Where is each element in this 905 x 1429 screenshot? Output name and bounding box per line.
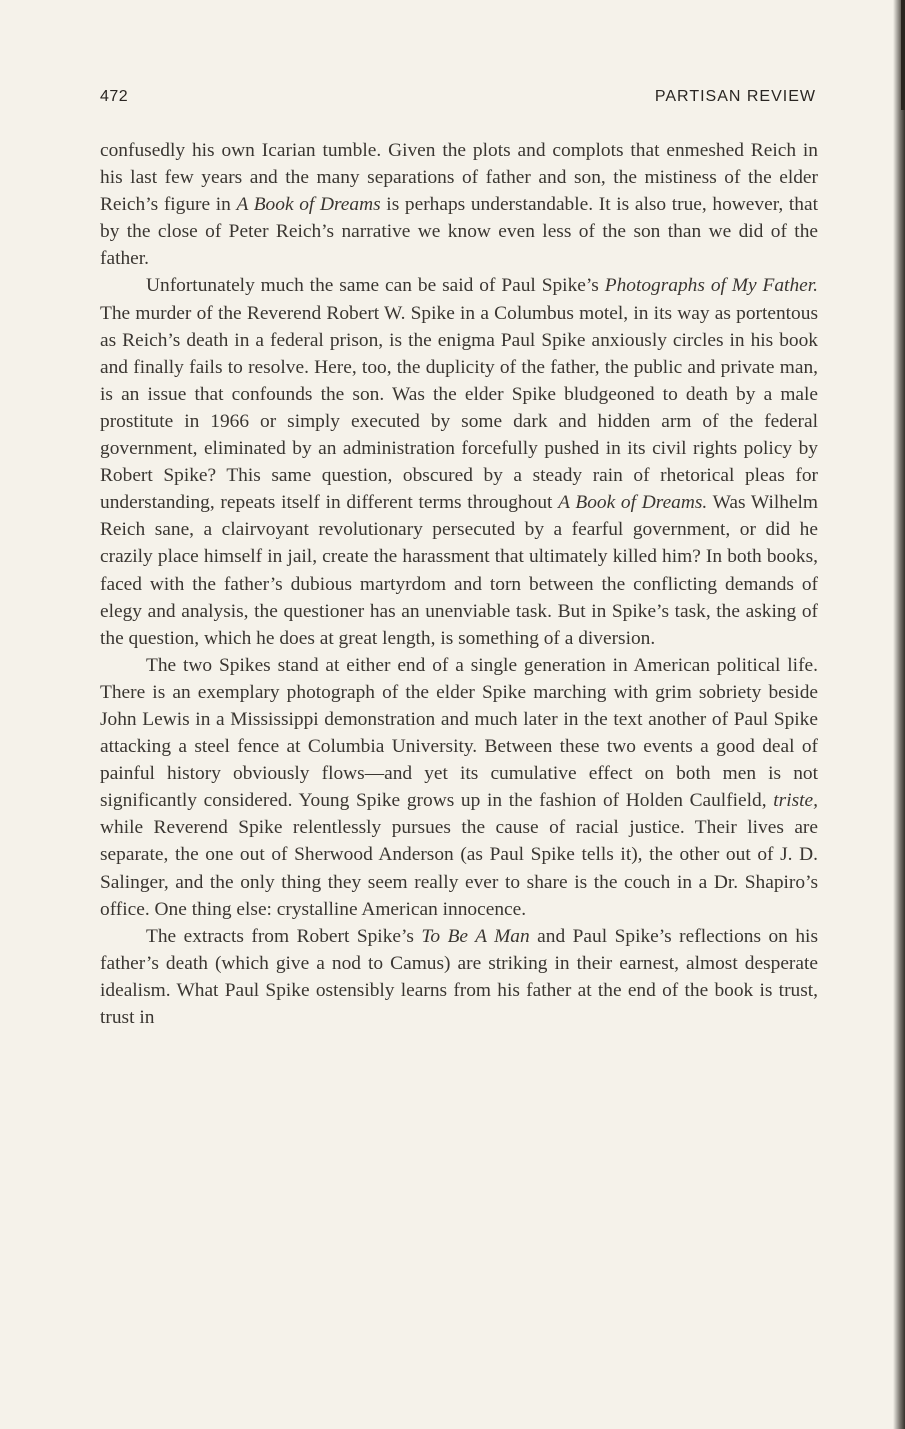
text-segment: Unfortunately much the same can be said of Paul Spike’s (146, 275, 605, 297)
page-number: 472 (100, 88, 129, 105)
journal-title: PARTISAN REVIEW (654, 88, 816, 105)
text-segment: while Reverend Spike relentlessly pursues the cause of racial justice. Their lives are separate, the one out of Sherwood Anderson (as Paul Spike tells it), the other out of J. D. Salinger, and the only thing they seem really ever to share is the couch in a Dr. Shapiro’s office. One thing else: crystalline American innocence. (100, 817, 818, 920)
text-segment: and Paul Spike’s reflections on his father’s death (which give a nod to Camus) are striking in their earnest, almost desperate idealism. What Paul Spike ostensibly learns from his father at the end of the book is trust, trust in (100, 925, 818, 1028)
text-segment: The two Spikes stand at either end of a single generation in American political life. There is an exemplary photograph of the elder Spike marching with grim sobriety beside John Lewis in a Mississippi demonstration and much later in the text another of Paul Spike attacking a steel fence at Columbia University. Between these two events a good deal of painful history obviously flows—and yet its cumulative effect on both men is not significantly considered. Young Spike grows up in the fashion of Holden Caulfield, (100, 654, 818, 812)
text-segment: is perhaps understandable. It is also true, however, that by the close of Peter Reich’s narrative we know even less of the son than we did of the father. (100, 194, 818, 270)
text-segment: confusedly his own Icarian tumble. Given the plots and complots that enmeshed Reich in his last few years and the many separations of father and son, the mistiness of the elder Reich’s figure in (100, 140, 818, 216)
binding-edge (901, 0, 905, 110)
article-body (100, 137, 818, 1031)
running-head (100, 88, 816, 112)
book-title-italic: A Book of Dreams (236, 194, 381, 216)
book-title-italic: A Book of Dreams. (558, 492, 708, 514)
page-edge-shadow (893, 0, 905, 1429)
italic-word: triste, (773, 790, 818, 812)
text-segment: The extracts from Robert Spike’s (146, 925, 422, 947)
book-title-italic: To Be A Man (421, 925, 530, 947)
book-title-italic: Photographs of My Father. (604, 275, 818, 297)
paragraph-1 (100, 137, 818, 272)
paragraph-4 (100, 923, 818, 1031)
text-segment: Was Wilhelm Reich sane, a clairvoyant revolutionary persecuted by a fearful government, or did he crazily place himself in jail, create the harassment that ultimately killed him? In both books, faced with the father’s dubious martyrdom and torn between the conflicting demands of elegy and analysis, the questioner has an unenviable task. But in Spike’s task, the asking of the question, which he does at great length, is something of a diversion. (100, 492, 819, 649)
text-segment: The murder of the Reverend Robert W. Spike in a Columbus motel, in its way as portentous as Reich’s death in a federal prison, is the enigma Paul Spike anxiously circles in his book and finally fails to resolve. Here, too, the duplicity of the father, the public and private man, is an issue that confounds the son. Was the elder Spike bludgeoned to death by a male prostitute in 1966 or simply executed by some dark and hidden arm of the federal government, eliminated by an administration forcefully pushed in its civil rights policy by Robert Spike? This same question, obscured by a steady rain of rhetorical pleas for understanding, repeats itself in different terms throughout (100, 302, 818, 514)
paragraph-3 (100, 652, 818, 923)
paragraph-2 (100, 272, 818, 651)
